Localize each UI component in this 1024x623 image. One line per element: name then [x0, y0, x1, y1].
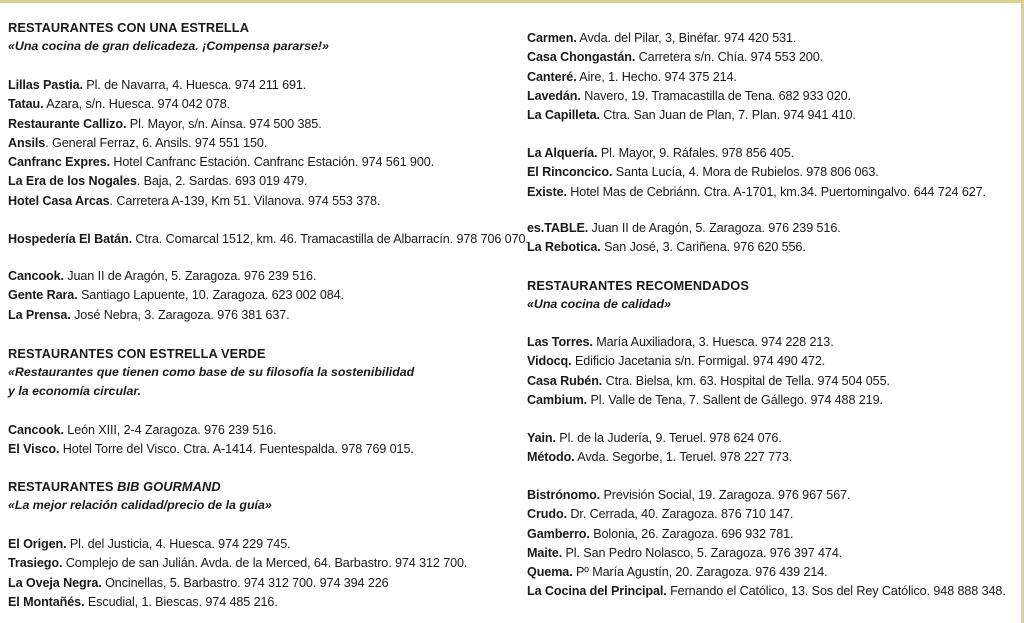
restaurant-name: Cancook. — [8, 269, 64, 283]
restaurant-entry — [527, 525, 1006, 544]
restaurant-entry — [8, 306, 344, 325]
restaurant-entry — [8, 76, 434, 95]
restaurant-entry — [527, 183, 986, 202]
restaurant-details: Ctra. Comarcal 1512, km. 46. Tramacastilla de Albarracín. 978 706 070. — [131, 232, 529, 246]
restaurant-name: Cancook. — [8, 423, 64, 437]
restaurant-entry — [527, 372, 890, 391]
restaurant-details: Pl. Mayor, 9. Ráfales. 978 856 405. — [597, 146, 795, 160]
restaurant-details: Juan II de Aragón, 5. Zaragoza. 976 239 516. — [63, 269, 317, 283]
restaurant-details: Avda. Segorbe, 1. Teruel. 978 227 773. — [574, 450, 793, 465]
section-heading-green-star: RESTAURANTES CON ESTRELLA VERDE — [8, 346, 266, 361]
restaurant-name: Hospedería El Batán. — [8, 232, 132, 246]
restaurant-name: Canteré. — [527, 69, 577, 84]
restaurant-name: El Rinconcico. — [527, 165, 613, 180]
restaurant-details: María Auxiliadora, 3. Huesca. 974 228 213. — [592, 335, 834, 349]
top-border — [0, 0, 1024, 3]
heading-prefix: RESTAURANTES — [8, 479, 118, 494]
restaurant-details: Hotel Mas de Cebriánn. Ctra. A-1701, km.34. Puertomingalvo. 644 724 627. — [566, 184, 986, 199]
section-heading-recommended: RESTAURANTES RECOMENDADOS — [527, 278, 749, 293]
entry-list-recommended-teruel — [527, 429, 792, 468]
restaurant-entry — [527, 106, 856, 125]
restaurant-name: Cambium. — [527, 392, 588, 407]
restaurant-name: Las Torres. — [527, 335, 593, 349]
restaurant-name: La Capilleta. — [527, 108, 600, 123]
restaurant-details: Pl. del Justicia, 4. Huesca. 974 229 745. — [66, 537, 291, 551]
restaurant-name: La Cocina del Principal. — [527, 584, 667, 599]
restaurant-details: Carretera s/n. Chía. 974 553 200. — [635, 50, 824, 65]
restaurant-name: Crudo. — [527, 507, 567, 522]
section-subheading-recommended: «Una cocina de calidad» — [527, 297, 671, 311]
restaurant-name: Casa Rubén. — [527, 373, 603, 388]
restaurant-details: Hotel Torre del Visco. Ctra. A-1414. Fuentespalda. 978 769 015. — [59, 442, 414, 457]
restaurant-details: . Baja, 2. Sardas. 693 019 479. — [136, 174, 308, 189]
restaurant-details: José Nebra, 3. Zaragoza. 976 381 637. — [70, 307, 290, 322]
restaurant-details: Santiago Lapuente, 10. Zaragoza. 623 002 084. — [77, 288, 344, 303]
restaurant-name: Canfranc Expres. — [8, 155, 110, 170]
restaurant-name: La Alquería. — [527, 146, 598, 160]
restaurant-entry — [527, 29, 856, 48]
restaurant-entry — [527, 48, 856, 67]
restaurant-details: Escudial, 1. Biescas. 974 485 216. — [84, 594, 278, 609]
restaurant-name: El Origen. — [8, 537, 67, 551]
entry-list-one-star-zaragoza — [8, 267, 344, 325]
entry-list-recommended-huesca — [527, 333, 890, 410]
restaurant-details: Previsión Social, 19. Zaragoza. 976 967 567. — [600, 488, 851, 502]
entry-list-one-star-huesca — [8, 76, 434, 211]
restaurant-details: Ctra. San Juan de Plan, 7. Plan. 974 941 410. — [599, 108, 856, 123]
restaurant-entry — [527, 163, 986, 182]
restaurant-details: León XIII, 2-4 Zaragoza. 976 239 516. — [63, 423, 277, 437]
restaurant-name: Tatau. — [8, 97, 44, 112]
restaurant-details: Pl. San Pedro Nolasco, 5. Zaragoza. 976 397 474. — [562, 545, 843, 560]
restaurant-entry — [527, 429, 792, 448]
restaurant-details: Ctra. Bielsa, km. 63. Hospital de Tella. 974 504 055. — [602, 373, 890, 388]
restaurant-entry — [8, 230, 529, 249]
restaurant-entry — [527, 563, 1006, 582]
restaurant-details: Complejo de san Julián. Avda. de la Merced, 64. Barbastro. 974 312 700. — [62, 556, 468, 571]
section-subheading-one-star: «Una cocina de gran delicadeza. ¡Compensa pararse!» — [8, 39, 329, 53]
restaurant-details: Hotel Canfranc Estación. Canfranc Estación. 974 561 900. — [110, 155, 435, 170]
restaurant-details: . Carretera A-139, Km 51. Vilanova. 974 553 378. — [109, 193, 381, 208]
restaurant-name: El Visco. — [8, 442, 60, 457]
restaurant-details: Pº María Agustín, 20. Zaragoza. 976 439 214. — [572, 565, 828, 580]
entry-list-one-star-teruel — [8, 230, 529, 249]
restaurant-details: Avda. del Pilar, 3, Binéfar. 974 420 531. — [576, 31, 797, 45]
restaurant-entry — [8, 95, 434, 114]
section-heading-bib-gourmand — [8, 477, 221, 496]
section-subheading-green-star-line2: y la economía circular. — [8, 384, 141, 398]
entry-list-one-star-zaragoza-cont — [527, 219, 841, 258]
entry-list-one-star-teruel-cont — [527, 144, 986, 202]
entry-list-bib-gourmand — [8, 535, 467, 612]
restaurant-name: Maite. — [527, 545, 563, 560]
restaurant-name: Método. — [527, 450, 575, 465]
restaurant-name: Ansils — [8, 135, 46, 150]
restaurant-name: Carmen. — [527, 31, 577, 45]
restaurant-entry — [527, 582, 1006, 601]
restaurant-details: Dr. Cerrada, 40. Zaragoza. 876 710 147. — [566, 507, 794, 522]
restaurant-name: Vidocq. — [527, 354, 572, 369]
restaurant-name: La Prensa. — [8, 307, 71, 322]
restaurant-entry — [8, 554, 467, 573]
restaurant-entry — [8, 535, 467, 554]
restaurant-entry — [527, 219, 841, 238]
section-heading-one-star: RESTAURANTES CON UNA ESTRELLA — [8, 20, 250, 35]
restaurant-name: Restaurante Callizo. — [8, 116, 127, 131]
restaurant-entry — [8, 593, 467, 612]
restaurant-details: Navero, 19. Tramacastilla de Tena. 682 933 020. — [580, 88, 851, 103]
restaurant-details: Bolonia, 26. Zaragoza. 696 932 781. — [589, 526, 794, 541]
restaurant-entry — [8, 267, 344, 286]
restaurant-details: Juan II de Aragón, 5. Zaragoza. 976 239 516. — [588, 221, 841, 235]
restaurant-entry — [527, 87, 856, 106]
restaurant-details: Azara, s/n. Huesca. 974 042 078. — [43, 97, 230, 112]
restaurant-entry — [8, 153, 434, 172]
restaurant-entry — [8, 574, 467, 593]
restaurant-name: Bistrónomo. — [527, 488, 601, 502]
section-subheading-green-star-line1: «Restaurantes que tienen como base de su filosofía la sostenibilidad — [8, 365, 415, 379]
entry-list-one-star-huesca-cont — [527, 29, 856, 125]
restaurant-name: Lillas Pastia. — [8, 78, 83, 92]
restaurant-name: Trasiego. — [8, 556, 63, 571]
restaurant-entry — [527, 544, 1006, 563]
restaurant-name: Lavedán. — [527, 88, 581, 103]
restaurant-name: El Montañés. — [8, 594, 85, 609]
restaurant-entry — [527, 333, 890, 352]
restaurant-entry — [8, 192, 434, 211]
restaurant-name: Yain. — [527, 431, 556, 445]
restaurant-name: Gamberro. — [527, 526, 590, 541]
restaurant-entry — [8, 421, 414, 440]
restaurant-details: Oncinellas, 5. Barbastro. 974 312 700. 974 394 226 — [101, 575, 389, 590]
restaurant-details: Pl. de la Judería, 9. Teruel. 978 624 076. — [555, 431, 782, 445]
section-subheading-bib-gourmand: «La mejor relación calidad/precio de la guía» — [8, 498, 272, 512]
restaurant-details: Edificio Jacetania s/n. Formigal. 974 490 472. — [571, 354, 826, 369]
restaurant-entry — [8, 440, 414, 459]
entry-list-green-star — [8, 421, 414, 460]
restaurant-entry — [527, 68, 856, 87]
restaurant-name: La Rebotica. — [527, 240, 601, 255]
restaurant-entry — [8, 115, 434, 134]
restaurant-details: Pl. de Navarra, 4. Huesca. 974 211 691. — [82, 78, 307, 92]
restaurant-entry — [8, 172, 434, 191]
restaurant-name: es.TABLE. — [527, 221, 589, 235]
restaurant-name: Hotel Casa Arcas — [8, 193, 110, 208]
restaurant-entry — [527, 486, 1006, 505]
restaurant-details: San José, 3. Cariñena. 976 620 556. — [600, 240, 806, 255]
restaurant-entry — [527, 448, 792, 467]
restaurant-entry — [8, 286, 344, 305]
restaurant-details: Pl. Mayor, s/n. Aínsa. 974 500 385. — [126, 116, 322, 131]
restaurant-details: Aire, 1. Hecho. 974 375 214. — [576, 69, 737, 84]
restaurant-name: Quema. — [527, 565, 573, 580]
restaurant-entry — [527, 238, 841, 257]
restaurant-entry — [527, 352, 890, 371]
restaurant-name: Gente Rara. — [8, 288, 78, 303]
restaurant-name: Casa Chongastán. — [527, 50, 636, 65]
restaurant-entry — [527, 391, 890, 410]
restaurant-details: . General Ferraz, 6. Ansils. 974 551 150. — [45, 135, 268, 150]
restaurant-details: Santa Lucía, 4. Mora de Rubielos. 978 806 063. — [612, 165, 879, 180]
heading-italic: BIB GOURMAND — [117, 479, 221, 494]
entry-list-recommended-zaragoza — [527, 486, 1006, 602]
restaurant-name: La Era de los Nogales — [8, 174, 137, 189]
restaurant-name: La Oveja Negra. — [8, 575, 102, 590]
restaurant-entry — [8, 134, 434, 153]
restaurant-name: Existe. — [527, 184, 567, 199]
restaurant-entry — [527, 144, 986, 163]
restaurant-entry — [527, 505, 1006, 524]
restaurant-details: Pl. Valle de Tena, 7. Sallent de Gállego. 974 488 219. — [587, 392, 883, 407]
restaurant-details: Fernando el Católico, 13. Sos del Rey Católico. 948 888 348. — [666, 584, 1006, 599]
